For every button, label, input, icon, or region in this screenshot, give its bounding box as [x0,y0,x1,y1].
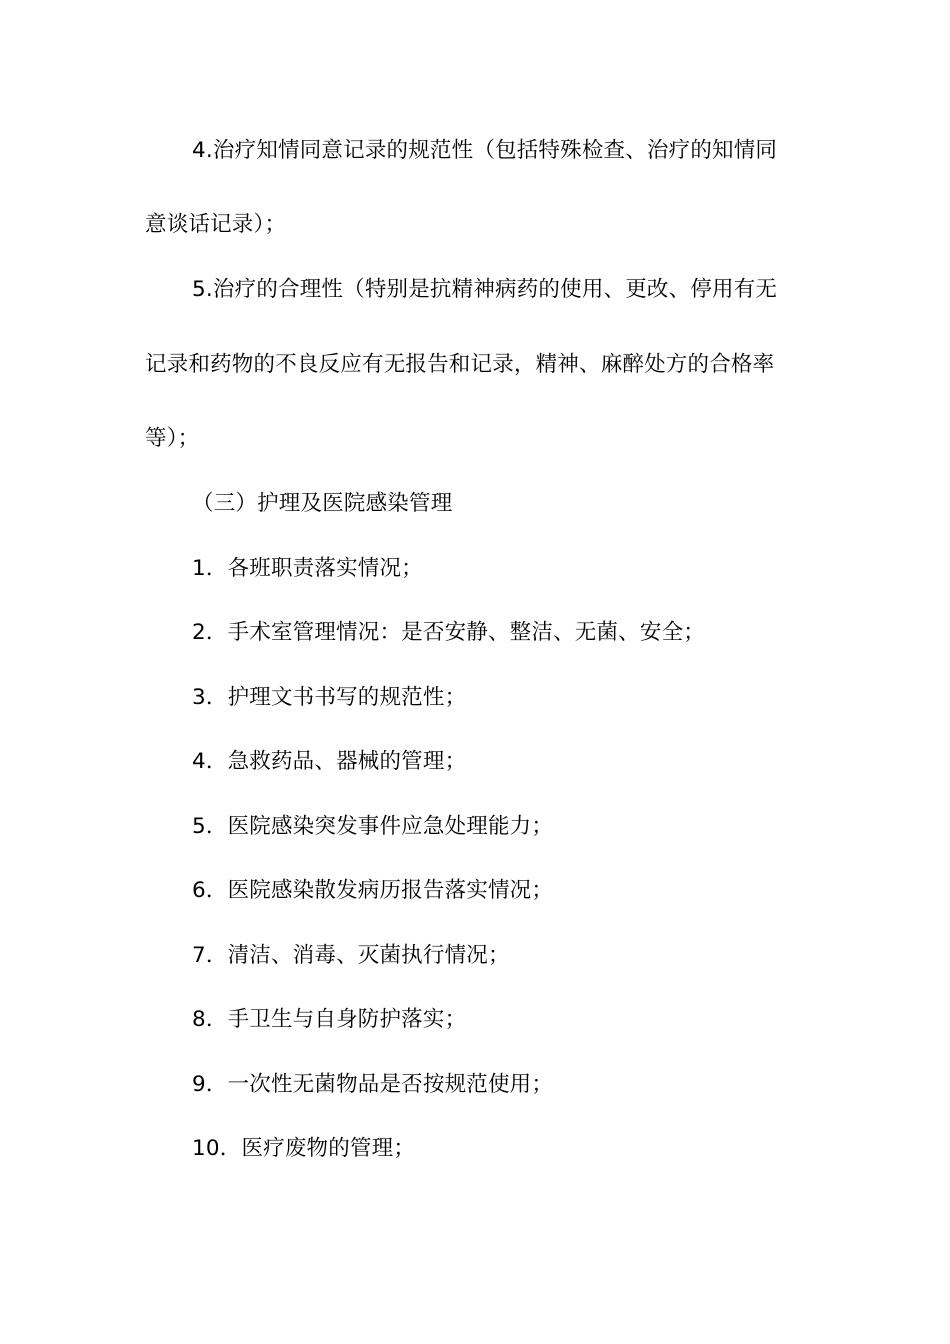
paragraph-line: 5.治疗的合理性（特别是抗精神病药的使用、更改、停用有无 [192,277,778,302]
list-item: 5．医院感染突发事件应急处理能力； [192,814,554,839]
paragraph-line: 4.治疗知情同意记录的规范性（包括特殊检查、治疗的知情同 [192,138,778,163]
paragraph-line: 意谈话记录）； [145,212,287,237]
list-item: 2．手术室管理情况：是否安静、整洁、无菌、安全； [192,620,705,645]
list-item: 1．各班职责落实情况； [192,556,423,581]
list-item: 9．一次性无菌物品是否按规范使用； [192,1072,554,1097]
list-item: 8．手卫生与自身防护落实； [192,1007,467,1032]
list-item: 4．急救药品、器械的管理； [192,749,467,774]
list-item: 6．医院感染散发病历报告落实情况； [192,878,554,903]
list-item: 7．清洁、消毒、灭菌执行情况； [192,943,510,968]
list-item: 3．护理文书书写的规范性； [192,685,467,710]
paragraph-line: 记录和药物的不良反应有无报告和记录，精神、麻醉处方的合格率 [145,352,775,377]
section-heading: （三）护理及医院感染管理 [192,491,453,516]
list-item: 10．医疗废物的管理； [192,1136,416,1161]
paragraph-line: 等）； [145,426,200,451]
